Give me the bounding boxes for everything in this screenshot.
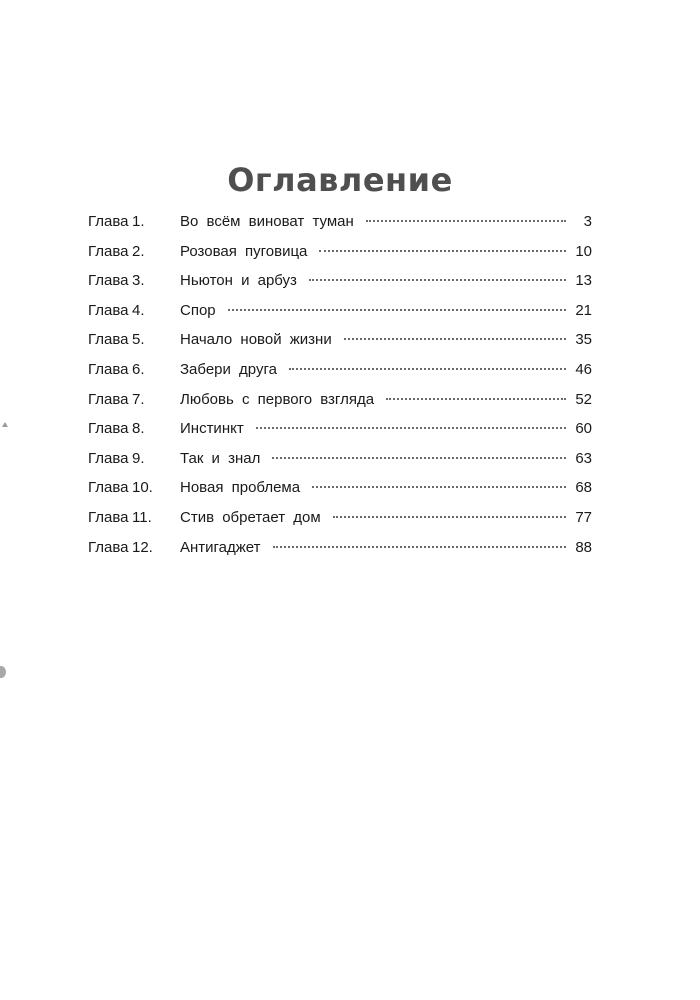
chapter-label: Глава [88,213,129,230]
margin-mark [2,422,8,427]
chapter-number: 6. [132,360,145,378]
chapter-number: 5. [132,331,145,349]
toc-entry-2 [88,243,592,273]
chapter-number: 9. [132,449,145,467]
chapter-title: Антигаджет [180,538,261,556]
chapter-number: 11. [132,508,152,526]
chapter-title: Ньютон и арбуз [180,272,297,290]
chapter-number: 1. [132,213,145,230]
chapter-title: Розовая пуговица [180,242,308,260]
dot-leader [386,398,566,400]
page-title: Оглавление [227,161,453,200]
chapter-title: Инстинкт [180,420,244,438]
toc-entry-9 [88,450,592,480]
chapter-label: Глава [88,360,129,378]
chapter-number: 8. [132,420,145,438]
page-number: 3 [583,213,592,230]
page-number: 21 [575,301,592,319]
chapter-label: Глава [88,538,129,556]
chapter-title: Новая проблема [180,479,301,497]
chapter-number: 4. [132,301,145,319]
chapter-label: Глава [88,301,129,319]
toc-entry-8 [88,420,592,450]
chapter-title: Забери друга [180,360,277,378]
page-number: 68 [575,479,592,497]
dot-leader [256,427,566,429]
dot-leader [273,546,566,548]
page-number: 77 [575,508,592,526]
chapter-number: 12. [132,538,153,556]
chapter-label: Глава [88,331,129,349]
page-number: 52 [575,390,592,408]
toc-entry-4 [88,302,592,332]
page-number: 88 [575,538,592,556]
toc-entry-10 [88,479,592,509]
chapter-number: 7. [132,390,145,408]
page-number: 46 [575,360,592,378]
chapter-title: Любовь с первого взгляда [180,390,375,408]
dot-leader [319,250,566,252]
toc-entry-6 [88,361,592,391]
toc-entry-11 [88,509,592,539]
page-number: 13 [575,272,592,290]
toc-entry-12 [88,539,592,569]
chapter-title: Спор [180,301,216,319]
dot-leader [309,279,566,281]
toc-entry-5 [88,331,592,361]
dot-leader [228,309,566,311]
chapter-label: Глава [88,272,129,290]
chapter-label: Глава [88,449,129,467]
chapter-title: Стив обретает дом [180,508,321,526]
chapter-number: 3. [132,272,145,290]
dot-leader [344,338,566,340]
chapter-label: Глава [88,479,129,497]
dot-leader [366,220,566,222]
chapter-label: Глава [88,420,129,438]
page-number: 10 [575,242,592,260]
dot-leader [312,486,566,488]
chapter-number: 10. [132,479,153,497]
chapter-title: Начало новой жизни [180,331,332,349]
dot-leader [333,516,566,518]
chapter-title: Во всём виноват туман [180,213,354,230]
chapter-title: Так и знал [180,449,261,467]
dot-leader [289,368,566,370]
toc-entry-3 [88,272,592,302]
dot-leader [272,457,566,459]
toc-entry-1 [88,213,592,243]
chapter-number: 2. [132,242,145,260]
page-number: 63 [575,449,592,467]
chapter-label: Глава [88,390,129,408]
chapter-label: Глава [88,508,129,526]
margin-blot [0,666,6,678]
page-number: 35 [575,331,592,349]
table-of-contents [88,213,592,568]
page-number: 60 [575,420,592,438]
toc-entry-7 [88,391,592,421]
chapter-label: Глава [88,242,129,260]
